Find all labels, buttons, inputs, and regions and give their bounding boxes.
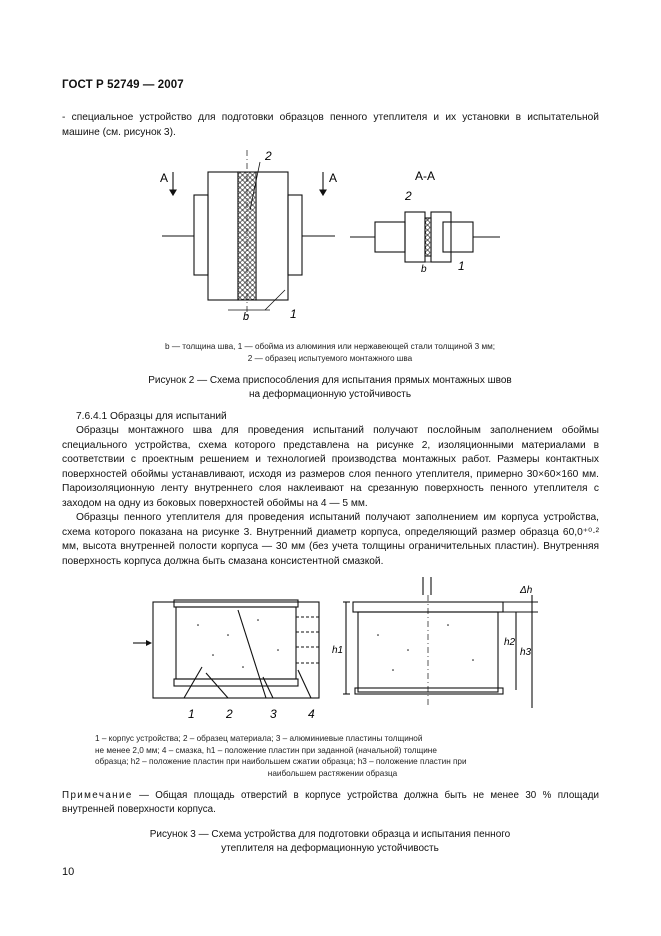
section-mark-right: A [329, 171, 338, 185]
figure-3-legend-line-2: не менее 2,0 мм; 4 – смазка, h1 – положение пластин при заданной (начальной) толщине [95, 745, 437, 755]
fig3-label-h3: h3 [520, 647, 532, 658]
figure-3-note [62, 789, 599, 816]
fig3-label-2: 2 [226, 707, 233, 721]
note-text: — Общая площадь отверстий в корпусе устройства должна быть не менее 30 % площади внутренней поверхности корпуса. [62, 790, 599, 815]
figure-3-caption-line-2: утеплителя на деформационную устойчивость [221, 842, 439, 854]
fig3-label-h2: h2 [504, 637, 516, 648]
fig3-label-3: 3 [270, 707, 277, 721]
fig2-aa-label-b: b [421, 264, 427, 275]
figure-2-section-view [350, 212, 500, 262]
note-label: Примечание [62, 790, 133, 801]
fig3-label-dh: Δh [520, 585, 533, 596]
figure-2-drawing [60, 150, 600, 330]
fig2-aa-label-2: 2 [405, 189, 412, 203]
figure-2-main-view [162, 150, 338, 320]
section-paragraph-2: Образцы пенного утеплителя для проведения испытаний получают заполнением им корпуса устройства, схема которого показана на рисунке 3. Внутренний диаметр корпуса, определяющий размер образца 60,0⁺⁰·² мм, высота внутренней полости корпуса — 30 мм (без учета толщины ограничительных пластин). Внутренняя поверхность корпуса должна быть смазана консистентной смазкой. [62, 512, 599, 567]
section-mark-left: A [160, 171, 169, 185]
fig2-label-2: 2 [265, 150, 272, 163]
fig3-label-4: 4 [308, 707, 315, 721]
document-header: ГОСТ Р 52749 — 2007 [62, 79, 184, 91]
figure-3-legend-line-3: образца; h2 – положение пластин при наибольшем сжатии образца; h3 – положение пластин при [95, 757, 467, 766]
section-paragraph-1: Образцы монтажного шва для проведения испытаний получают послойным заполнением обоймы специального устройства, схема которого представлена на рисунке 2, изоляционными материалами в соответствии с проектным решением и технологией производства монтажных работ. Размеры контактных поверхностей обоймы устанавливают, исходя из размеров слоя пенного утеплителя, примерно 30×60×160 мм. Пароизоляционную ленту внутреннего слоя наклеивают на срезанную поверхность пенного утеплителя с заходом на одну из боковых поверхностей обоймы на 4 — 5 мм. [62, 425, 599, 509]
fig2-label-1: 1 [290, 307, 297, 321]
figure-3-caption-line-1: Рисунок 3 — Схема устройства для подготовки образца и испытания пенного [149, 829, 511, 840]
figure-2-caption-line-1: Рисунок 2 — Схема приспособления для испытания прямых монтажных швов [148, 375, 512, 386]
figure-2-legend-line-2: 2 — образец испытуемого монтажного шва [247, 353, 413, 363]
figure-3-drawing [118, 575, 558, 725]
figure-3-legend-line-1: 1 – корпус устройства; 2 – образец материала; 3 – алюминиевые пластины толщиной [95, 734, 423, 743]
figure-2-caption-line-2: на деформационную устойчивость [248, 388, 412, 400]
page-number: 10 [62, 866, 75, 878]
figure-2-legend-line-1: b — толщина шва, 1 — обойма из алюминия или нержавеющей стали толщиной 3 мм; [165, 342, 495, 351]
figure-3-left-view [133, 600, 319, 698]
section-view-label: А-А [415, 169, 436, 183]
figure-3-legend-line-4: наибольшем растяжении образца [267, 768, 398, 778]
section-heading: 7.6.4.1 Образцы для испытаний [76, 411, 227, 422]
fig2-aa-label-1: 1 [458, 259, 465, 273]
fig3-label-1: 1 [188, 707, 195, 721]
fig3-label-h1: h1 [332, 645, 344, 656]
intro-paragraph: - специальное устройство для подготовки образцов пенного утеплителя и их установки в испытательной машине (см. рисунок 3). [62, 112, 599, 138]
fig2-label-b: b [243, 311, 250, 323]
